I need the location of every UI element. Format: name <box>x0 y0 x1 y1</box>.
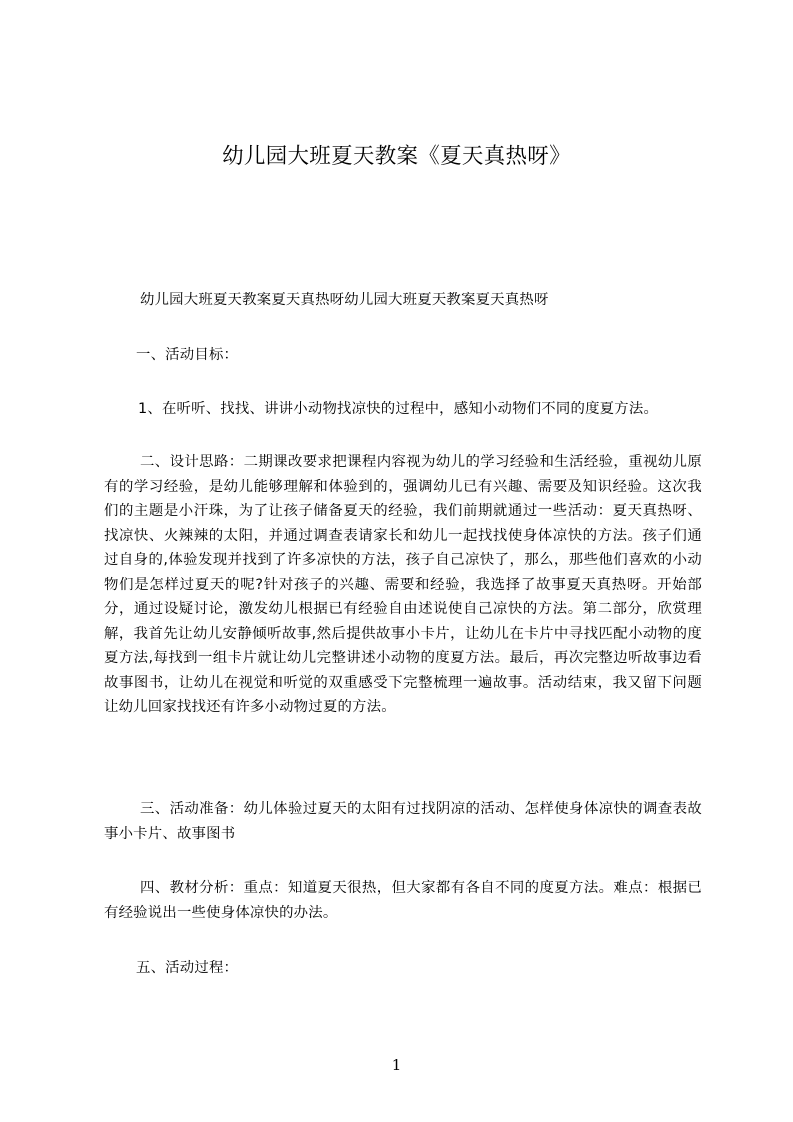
section-heading-goals: 一、活动目标： <box>136 347 239 363</box>
preparation-paragraph: 三、活动准备：幼儿体验过夏天的太阳有过找阴凉的活动、怎样使身体凉快的调查表故事小卡片、故事图书 <box>104 801 702 842</box>
analysis-paragraph: 四、教材分析：重点：知道夏天很热，但大家都有各自不同的度夏方法。难点：根据已有经验说出一些使身体凉快的办法。 <box>104 880 702 921</box>
document-title: 幼儿园大班夏天教案《夏天真热呀》 <box>222 144 571 169</box>
design-paragraph: 二、设计思路：二期课改要求把课程内容视为幼儿的学习经验和生活经验，重视幼儿原有的学习经验，是幼儿能够理解和体验到的，强调幼儿已有兴趣、需要及知识经验。这次我们的主题是小汗珠，为了让孩子储备夏天的经验，我们前期就通过一些活动：夏天真热呀、找凉快、火辣辣的太阳，并通过调查表请家长和幼儿一起找找使身体凉快的方法。孩子们通过自身的,体验发现并找到了许多凉快的方法，孩子自己凉快了，那么，那些他们喜欢的小动物们是怎样过夏天的呢?针对孩子的兴趣、需要和经验，我选择了故事夏天真热呀。开始部分，通过设疑讨论，激发幼儿根据已有经验自由述说使自己凉快的方法。第二部分，欣赏理解，我首先让幼儿安静倾听故事,然后提供故事小卡片，让幼儿在卡片中寻找匹配小动物的度夏方法,每找到一组卡片就让幼儿完整讲述小动物的度夏方法。最后，再次完整边听故事边看故事图书，让幼儿在视觉和听觉的双重感受下完整梳理一遍故事。活动结束，我又留下问题让幼儿回家找找还有许多小动物过夏的方法。 <box>104 454 702 715</box>
section-heading-process: 五、活动过程： <box>136 960 239 976</box>
intro-paragraph: 幼儿园大班夏天教案夏天真热呀幼儿园大班夏天教案夏天真热呀 <box>140 292 549 308</box>
goal-item-1: 1、在听听、找找、讲讲小动物找凉快的过程中，感知小动物们不同的度夏方法。 <box>138 401 659 417</box>
page-number: 1 <box>391 1056 402 1074</box>
